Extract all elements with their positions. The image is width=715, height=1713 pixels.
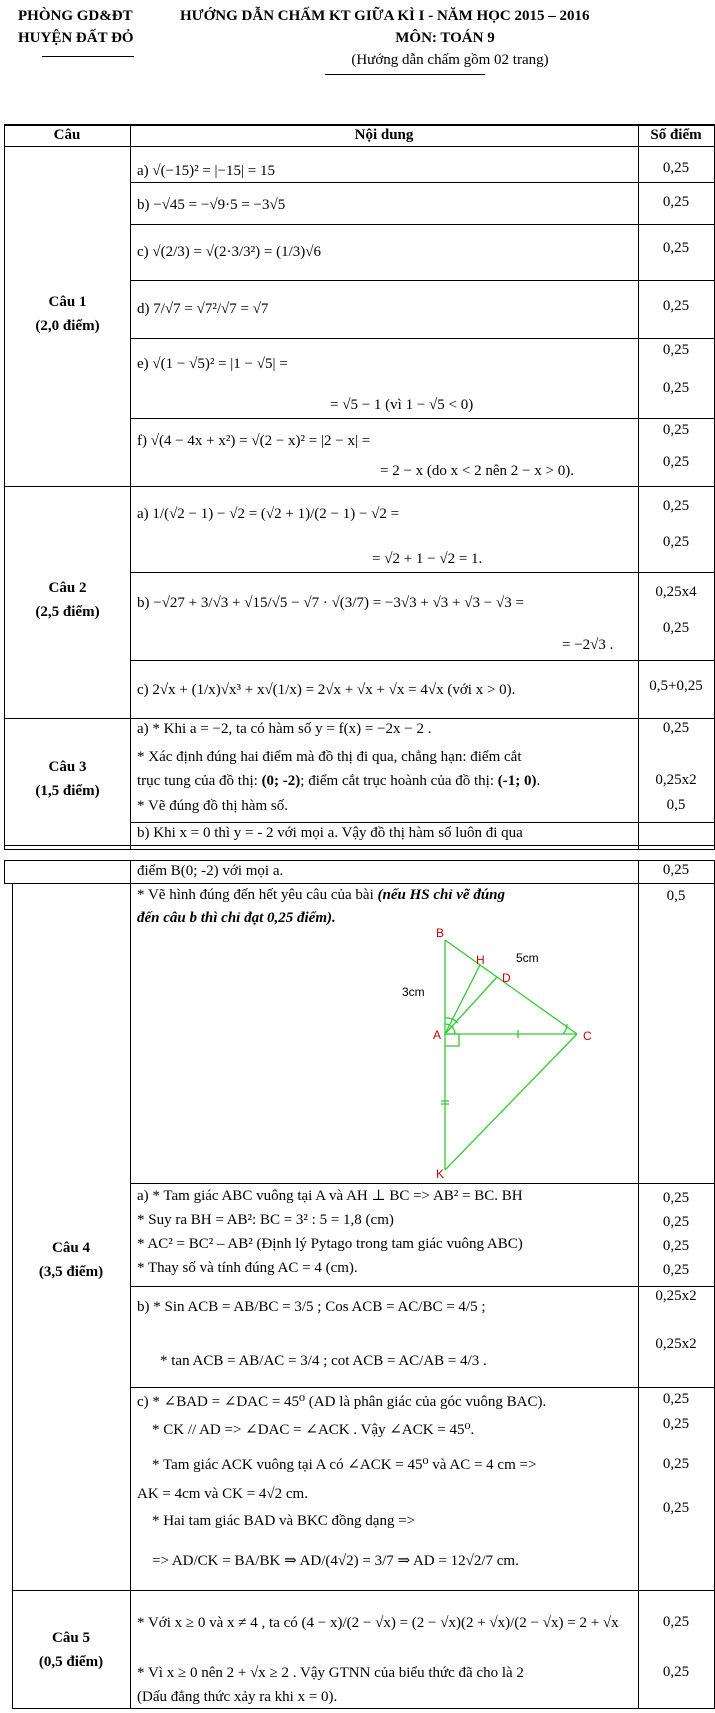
q1-b-points: 0,25 (662, 194, 690, 210)
q2-a1: a) 1/(√2 − 1) − √2 = (√2 + 1)/(2 − 1) − √2 = (137, 506, 400, 522)
q5-a: * Với x ≥ 0 và x ≠ 4 , ta có (4 − x)/(2 − √x) = (2 − √x)(2 + √x)/(2 − √x) = 2 + √x (137, 1615, 619, 1631)
q1-b: b) −√45 = −√9·5 = −3√5 (137, 197, 286, 213)
q3-a4-points: 0,5 (666, 797, 686, 813)
doc-subject: MÔN: TOÁN 9 (395, 30, 495, 46)
q1-f1-points: 0,25 (662, 422, 690, 438)
q5-label: Câu 5 (52, 1630, 90, 1646)
q4-a3-points: 0,25 (662, 1238, 690, 1254)
q4-c5-points: 0,25 (662, 1500, 690, 1516)
q1-e2: = √5 − 1 (vì 1 − √5 < 0) (330, 397, 474, 413)
label-a: A (433, 1028, 442, 1042)
q4-c6: => AD/CK = BA/BK ⇒ AD/(4√2) = 3/7 ⇒ AD = 12√2/7 cm. (152, 1553, 519, 1569)
q1-a-points: 0,25 (662, 160, 690, 176)
q2-a1-points: 0,25 (662, 498, 690, 514)
q1-a: a) √(−15)² = |−15| = 15 (137, 163, 275, 179)
q1-e1: e) √(1 − √5)² = |1 − √5| = (137, 356, 288, 372)
q1-f1: f) √(4 − 4x + x²) = √(2 − x)² = |2 − x| = (137, 433, 371, 449)
q3-label: Câu 3 (48, 759, 87, 775)
q4-a1-points: 0,25 (662, 1190, 690, 1206)
q3-a3: trục tung của đồ thị: (0; -2); điểm cắt trục hoành của đồ thị: (-1; 0). (137, 773, 541, 789)
q2-b1-points: 0,25x4 (655, 584, 697, 600)
q4-a4: * Thay số và tính đúng AC = 4 (cm). (137, 1260, 358, 1276)
q4-points-total: (3,5 điểm) (38, 1264, 104, 1280)
district-name: HUYỆN ĐẤT ĐỎ (18, 30, 134, 46)
q2-points-total: (2,5 điểm) (35, 604, 100, 620)
q4-b1-points: 0,25x2 (655, 1288, 697, 1304)
q4-figure-note-1: * Vẽ hình đúng đến hết yêu câu của bài (nếu HS chỉ vẽ đúng (137, 887, 505, 903)
q4-c5: * Hai tam giác BAD và BKC đồng dạng => (152, 1513, 416, 1529)
q1-f2-points: 0,25 (662, 454, 690, 470)
label-bc-length: 5cm (516, 951, 539, 965)
q4-c3-points: 0,25 (662, 1456, 690, 1472)
q4-figure-points: 0,5 (666, 888, 686, 904)
label-b: B (436, 926, 445, 940)
q4-b2: * tan ACB = AB/AC = 3/4 ; cot ACB = AC/AB = 4/3 . (160, 1353, 487, 1369)
q2-c-points: 0,5+0,25 (649, 678, 703, 694)
q5-b-points: 0,25 (662, 1664, 690, 1680)
label-d: D (502, 971, 511, 985)
q3-a1: a) * Khi a = −2, ta có hàm số y = f(x) = −2x − 2 . (137, 721, 432, 737)
q4-a2-points: 0,25 (662, 1214, 690, 1230)
triangle-figure (380, 920, 600, 1180)
q1-label: Câu 1 (48, 294, 87, 310)
q1-c: c) √(2/3) = √(2·3/3²) = (1/3)√6 (137, 244, 321, 260)
q4-a2: * Suy ra BH = AB²: BC = 3² : 5 = 1,8 (cm) (137, 1212, 394, 1228)
q2-a2: = √2 + 1 − √2 = 1. (372, 551, 483, 567)
q4-label: Câu 4 (52, 1240, 90, 1256)
q4-b1: b) * Sin ACB = AB/BC = 3/5 ; Cos ACB = AC/BC = 4/5 ; (137, 1299, 486, 1315)
q4-c4: AK = 4cm và CK = 4√2 cm. (137, 1486, 308, 1502)
col-header-content: Nội dung (354, 127, 414, 143)
q2-label: Câu 2 (48, 580, 87, 596)
q2-b2: = −2√3 . (562, 637, 614, 653)
q4-c2: * CK // AD => ∠DAC = ∠ACK . Vậy ∠ACK = 45⁰. (152, 1422, 475, 1438)
q3-a4: * Vẽ đúng đồ thị hàm số. (137, 798, 288, 814)
q3-b1: b) Khi x = 0 thì y = - 2 với mọi a. Vậy đồ thị hàm số luôn đi qua (137, 825, 523, 841)
label-c: C (583, 1029, 592, 1043)
q4-a3: * AC² = BC² – AB² (Định lý Pytago trong tam giác vuông ABC) (137, 1236, 523, 1252)
q3-a2: * Xác định đúng hai điểm mà đồ thị đi qua, chẳng hạn: điểm cắt (137, 749, 522, 765)
q2-b2-points: 0,25 (662, 620, 690, 636)
q4-c2-points: 0,25 (662, 1416, 690, 1432)
q1-f2: = 2 − x (do x < 2 nên 2 − x > 0). (380, 463, 574, 479)
q1-e1-points: 0,25 (662, 342, 690, 358)
dept-name: PHÒNG GD&ĐT (18, 8, 133, 24)
q5-b1: * Vì x ≥ 0 nên 2 + √x ≥ 2 . Vậy GTNN của biểu thức đã cho là 2 (137, 1665, 524, 1681)
q4-figure-note-2: đến câu b thì chỉ đạt 0,25 điểm). (137, 910, 336, 926)
header-underline-right (325, 74, 485, 75)
label-k: K (436, 1167, 445, 1180)
q5-points-total: (0,5 điểm) (38, 1654, 104, 1670)
q5-a-points: 0,25 (662, 1614, 690, 1630)
q3-b-points: 0,25 (662, 862, 690, 878)
label-h: H (476, 953, 485, 967)
q4-c3: * Tam giác ACK vuông tại A có ∠ACK = 45⁰ và AC = 4 cm => (152, 1457, 537, 1473)
segment-bc (445, 940, 577, 1034)
q1-points-total: (2,0 điểm) (35, 318, 100, 334)
doc-note: (Hướng dẫn chấm gồm 02 trang) (351, 52, 549, 68)
q4-a1: a) * Tam giác ABC vuông tại A và AH ⊥ BC => AB² = BC. BH (137, 1188, 523, 1204)
col-header-question: Câu (53, 127, 81, 143)
q1-e2-points: 0,25 (662, 380, 690, 396)
col-header-points: Số điểm (650, 127, 702, 143)
q4-c1: c) * ∠BAD = ∠DAC = 45⁰ (AD là phân giác của góc vuông BAC). (137, 1394, 547, 1410)
q1-d-points: 0,25 (662, 298, 690, 314)
q1-d: d) 7/√7 = √7²/√7 = √7 (137, 301, 269, 317)
q2-b1: b) −√27 + 3/√3 + √15/√5 − √7 · √(3/7) = −3√3 + √3 + √3 − √3 = (137, 595, 524, 611)
q1-c-points: 0,25 (662, 240, 690, 256)
q4-c1-points: 0,25 (662, 1391, 690, 1407)
q3-a1-points: 0,25 (662, 720, 690, 736)
segment-ad (445, 977, 497, 1034)
doc-title: HƯỚNG DẪN CHẤM KT GIỮA KÌ I - NĂM HỌC 2015 – 2016 (180, 8, 590, 24)
q3-points-total: (1,5 điểm) (35, 783, 100, 799)
q3-b2: điểm B(0; -2) với mọi a. (137, 863, 284, 879)
q2-a2-points: 0,25 (662, 534, 690, 550)
label-ab-length: 3cm (402, 985, 425, 999)
q4-b2-points: 0,25x2 (655, 1336, 697, 1352)
q4-a4-points: 0,25 (662, 1262, 690, 1278)
segment-kc (445, 1034, 577, 1170)
q3-a3-points: 0,25x2 (655, 772, 697, 788)
q5-b2: (Dấu đẳng thức xảy ra khi x = 0). (137, 1689, 338, 1705)
segment-ah (445, 965, 480, 1034)
q2-c: c) 2√x + (1/x)√x³ + x√(1/x) = 2√x + √x + √x = 4√x (với x > 0). (137, 682, 516, 698)
